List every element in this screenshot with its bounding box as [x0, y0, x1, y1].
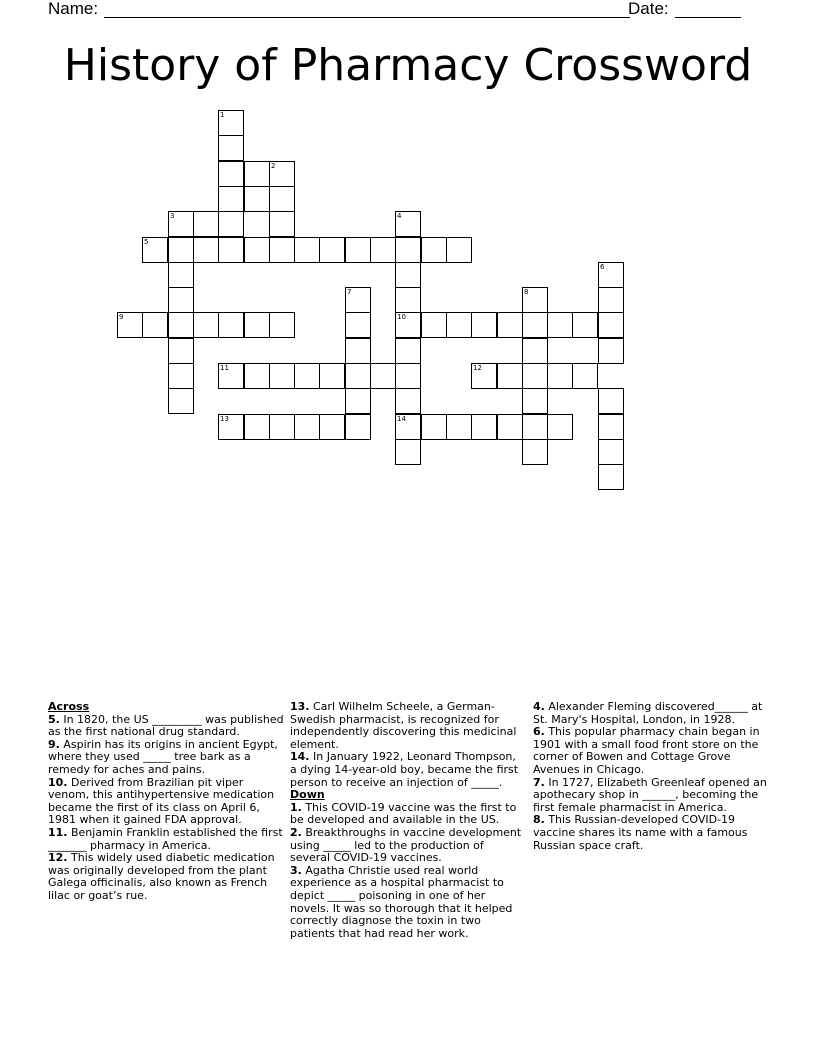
grid-cell[interactable]	[598, 287, 624, 313]
grid-cell[interactable]	[522, 439, 548, 465]
clue-across-12: 12. This widely used diabetic medication was originally developed from the plant Galega officinalis, also known as French lilac or goat’s rue.	[48, 851, 275, 902]
grid-cell[interactable]	[370, 363, 396, 389]
grid-cell[interactable]	[244, 363, 270, 389]
clue-down-4: 4. Alexander Fleming discovered______ at St. Mary's Hospital, London, in 1928.	[533, 700, 763, 726]
clue-number: 1	[220, 111, 225, 119]
grid-cell[interactable]	[168, 338, 194, 364]
clues-column-2	[290, 701, 526, 940]
grid-cell[interactable]	[522, 363, 548, 389]
grid-cell[interactable]	[395, 388, 421, 414]
grid-cell[interactable]	[446, 312, 472, 338]
clue-across-13: 13. Carl Wilhelm Scheele, a German-Swedish pharmacist, is recognized for independently discovering this medicinal element.	[290, 700, 517, 751]
grid-cell[interactable]	[244, 161, 270, 187]
clue-down-2: 2. Breakthroughs in vaccine development using _____ led to the production of several COVID-19 vaccines.	[290, 825, 522, 865]
clue-number: 7	[347, 288, 352, 296]
grid-cell[interactable]	[395, 338, 421, 364]
clue-down-1: 1. This COVID-19 vaccine was the first to be developed and available in the US.	[290, 800, 517, 827]
grid-cell[interactable]	[345, 414, 371, 440]
grid-cell[interactable]	[446, 237, 472, 263]
grid-cell[interactable]	[598, 312, 624, 338]
grid-cell[interactable]	[218, 186, 244, 212]
clue-number: 10	[397, 313, 406, 321]
grid-cell[interactable]	[168, 287, 194, 313]
grid-cell[interactable]	[345, 363, 371, 389]
clues-column-1	[48, 701, 284, 903]
grid-cell[interactable]	[244, 237, 270, 263]
grid-cell[interactable]	[294, 414, 320, 440]
clue-number: 13	[220, 415, 229, 423]
grid-cell[interactable]	[370, 237, 396, 263]
grid-cell[interactable]	[193, 211, 219, 237]
grid-cell[interactable]	[168, 388, 194, 414]
date-label: Date:	[628, 0, 669, 18]
clue-down-7: 7. In 1727, Elizabeth Greenleaf opened an apothecary shop in ______, becoming the first female pharmacist in America.	[533, 775, 767, 814]
grid-cell[interactable]	[244, 186, 270, 212]
grid-cell[interactable]	[269, 312, 295, 338]
grid-cell[interactable]	[218, 211, 244, 237]
grid-cell[interactable]	[117, 312, 143, 338]
clue-number: 11	[220, 364, 229, 372]
clue-number: 14	[397, 415, 406, 423]
grid-cell[interactable]	[218, 414, 244, 440]
grid-cell[interactable]	[421, 414, 447, 440]
grid-cell[interactable]	[446, 414, 472, 440]
grid-cell[interactable]	[269, 161, 295, 187]
grid-cell[interactable]	[244, 414, 270, 440]
clue-number: 5	[144, 238, 149, 246]
grid-cell[interactable]	[218, 237, 244, 263]
clue-across-5: 5. In 1820, the US _________ was published as the first national drug standard.	[48, 712, 284, 739]
grid-cell[interactable]	[193, 312, 219, 338]
grid-cell[interactable]	[269, 414, 295, 440]
grid-cell[interactable]	[269, 186, 295, 212]
grid-cell[interactable]	[142, 312, 168, 338]
grid-cell[interactable]	[294, 237, 320, 263]
clue-across-11: 11. Benjamin Franklin established the first _______ pharmacy in America.	[48, 825, 283, 852]
grid-cell[interactable]	[168, 262, 194, 288]
crossword-grid	[0, 0, 816, 520]
clue-number: 4	[397, 212, 402, 220]
grid-cell[interactable]	[572, 363, 598, 389]
grid-cell[interactable]	[218, 161, 244, 187]
grid-cell[interactable]	[395, 363, 421, 389]
grid-cell[interactable]	[395, 211, 421, 237]
down-heading: Down	[290, 788, 325, 802]
clue-number: 12	[473, 364, 482, 372]
grid-cell[interactable]	[319, 237, 345, 263]
clue-down-3: 3. Agatha Christie used real world experience as a hospital pharmacist to depict _____ poisoning in one of her novels. It was so thorough that it helped correctly diagnose the toxin in two patients that had read her work.	[290, 863, 513, 940]
clue-number: 3	[170, 212, 175, 220]
name-label: Name:	[48, 0, 99, 18]
grid-cell[interactable]	[395, 262, 421, 288]
page-title: History of Pharmacy Crossword	[63, 40, 753, 91]
grid-cell[interactable]	[497, 312, 523, 338]
clue-number: 6	[600, 263, 605, 271]
grid-cell[interactable]	[142, 237, 168, 263]
grid-cell[interactable]	[345, 312, 371, 338]
grid-cell[interactable]	[395, 439, 421, 465]
grid-cell[interactable]	[522, 388, 548, 414]
grid-cell[interactable]	[168, 237, 194, 263]
grid-cell[interactable]	[269, 237, 295, 263]
clue-down-8: 8. This Russian-developed COVID-19 vaccine shares its name with a famous Russian space craft.	[533, 813, 748, 852]
grid-cell[interactable]	[168, 211, 194, 237]
grid-cell[interactable]	[522, 287, 548, 313]
grid-cell[interactable]	[598, 262, 624, 288]
grid-cell[interactable]	[319, 363, 345, 389]
grid-cell[interactable]	[522, 312, 548, 338]
grid-cell[interactable]	[269, 211, 295, 237]
grid-cell[interactable]	[497, 414, 523, 440]
clue-number: 9	[119, 313, 124, 321]
grid-cell[interactable]	[269, 363, 295, 389]
grid-cell[interactable]	[218, 363, 244, 389]
grid-cell[interactable]	[522, 338, 548, 364]
grid-cell[interactable]	[572, 312, 598, 338]
clue-across-9: 9. Aspirin has its origins in ancient Egypt, where they used _____ tree bark as a remedy for aches and pains.	[48, 737, 278, 776]
grid-cell[interactable]	[471, 414, 497, 440]
grid-cell[interactable]	[294, 363, 320, 389]
grid-cell[interactable]	[421, 312, 447, 338]
grid-cell[interactable]	[168, 363, 194, 389]
grid-cell[interactable]	[598, 414, 624, 440]
grid-cell[interactable]	[218, 135, 244, 161]
grid-cell[interactable]	[218, 312, 244, 338]
grid-cell[interactable]	[421, 237, 447, 263]
grid-cell[interactable]	[547, 363, 573, 389]
grid-cell[interactable]	[395, 237, 421, 263]
clue-down-6: 6. This popular pharmacy chain began in 1901 with a small food front store on the corner of Bowen and Cottage Grove Avenues in Chicago.	[533, 725, 760, 776]
grid-cell[interactable]	[547, 414, 573, 440]
grid-cell[interactable]	[345, 338, 371, 364]
grid-cell[interactable]	[598, 439, 624, 465]
clue-number: 2	[271, 162, 276, 170]
grid-cell[interactable]	[471, 363, 497, 389]
clues-column-3	[533, 701, 769, 852]
grid-cell[interactable]	[345, 388, 371, 414]
grid-cell[interactable]	[497, 363, 523, 389]
clue-across-10: 10. Derived from Brazilian pit viper venom, this antihypertensive medication became the first of its class on April 6, 1981 when it gained FDA approval.	[48, 775, 275, 827]
grid-cell[interactable]	[218, 110, 244, 136]
grid-cell[interactable]	[193, 237, 219, 263]
grid-cell[interactable]	[395, 414, 421, 440]
clue-across-14: 14. In January 1922, Leonard Thompson, a dying 14-year-old boy, became the first person to receive an injection of _____.	[290, 750, 519, 789]
grid-cell[interactable]	[598, 338, 624, 364]
grid-cell[interactable]	[345, 287, 371, 313]
grid-cell[interactable]	[547, 312, 573, 338]
grid-cell[interactable]	[319, 414, 345, 440]
grid-cell[interactable]	[598, 388, 624, 414]
grid-cell[interactable]	[522, 414, 548, 440]
across-heading: Across	[48, 700, 90, 713]
grid-cell[interactable]	[345, 237, 371, 263]
grid-cell[interactable]	[168, 312, 194, 338]
clue-number: 8	[524, 288, 529, 296]
grid-cell[interactable]	[395, 287, 421, 313]
grid-cell[interactable]	[471, 312, 497, 338]
grid-cell[interactable]	[395, 312, 421, 338]
grid-cell[interactable]	[598, 464, 624, 490]
grid-cell[interactable]	[244, 312, 270, 338]
